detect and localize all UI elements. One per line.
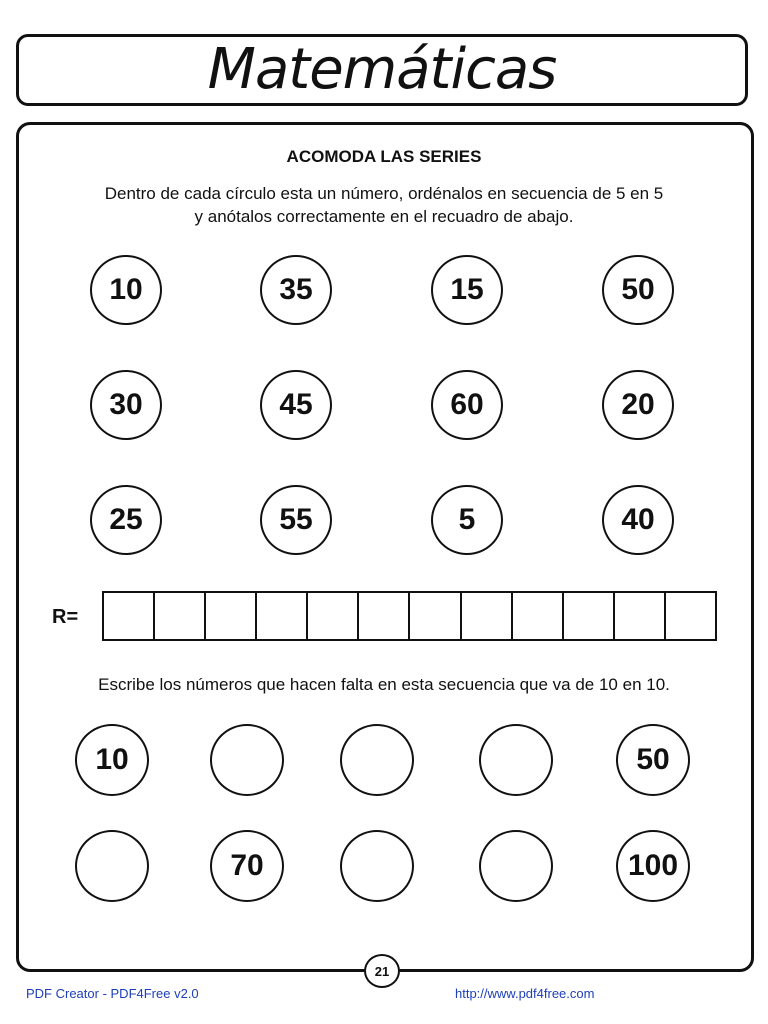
number-circle: 10 (90, 255, 162, 325)
answer-cell[interactable] (564, 593, 615, 639)
number-circle: 15 (431, 255, 503, 325)
footer-url-link[interactable]: http://www.pdf4free.com (455, 986, 595, 1001)
sequence-circle[interactable] (340, 830, 414, 902)
sequence-instruction: Escribe los números que hacen falta en esta secuencia que va de 10 en 10. (98, 675, 670, 694)
number-circle: 50 (602, 255, 674, 325)
number-circle: 55 (260, 485, 332, 555)
sequence-circle: 100 (616, 830, 690, 902)
answer-cell[interactable] (104, 593, 155, 639)
answer-cell[interactable] (155, 593, 206, 639)
number-circle: 40 (602, 485, 674, 555)
answer-cell[interactable] (462, 593, 513, 639)
number-circle: 20 (602, 370, 674, 440)
instruction-line-1: Dentro de cada círculo esta un número, ordénalos en secuencia de 5 en 5 (104, 184, 664, 203)
answer-label: R= (52, 606, 79, 628)
answer-cell[interactable] (410, 593, 461, 639)
answer-cell[interactable] (513, 593, 564, 639)
section-heading: ACOMODA LAS SERIES (286, 147, 482, 166)
answer-cell[interactable] (615, 593, 666, 639)
answer-cell[interactable] (359, 593, 410, 639)
instruction-line-2: y anótalos correctamente en el recuadro de abajo. (194, 207, 574, 226)
section-instruction (0, 182, 768, 228)
footer-creator-text: PDF Creator - PDF4Free v2.0 (26, 986, 199, 1001)
answer-cell[interactable] (666, 593, 715, 639)
sequence-circle[interactable] (340, 724, 414, 796)
page-title: Matemáticas (207, 37, 557, 102)
title-banner (16, 34, 748, 106)
sequence-circle[interactable] (75, 830, 149, 902)
number-circle: 60 (431, 370, 503, 440)
sequence-circle[interactable] (479, 830, 553, 902)
number-circle: 35 (260, 255, 332, 325)
number-circle: 30 (90, 370, 162, 440)
answer-cell[interactable] (206, 593, 257, 639)
answer-cell[interactable] (257, 593, 308, 639)
sequence-circle: 50 (616, 724, 690, 796)
answer-grid (102, 591, 717, 641)
sequence-circle[interactable] (479, 724, 553, 796)
number-circle: 45 (260, 370, 332, 440)
number-circle: 5 (431, 485, 503, 555)
sequence-circle[interactable] (210, 724, 284, 796)
sequence-circle: 70 (210, 830, 284, 902)
number-circle: 25 (90, 485, 162, 555)
page-number: 21 (364, 954, 400, 988)
sequence-circle: 10 (75, 724, 149, 796)
answer-cell[interactable] (308, 593, 359, 639)
